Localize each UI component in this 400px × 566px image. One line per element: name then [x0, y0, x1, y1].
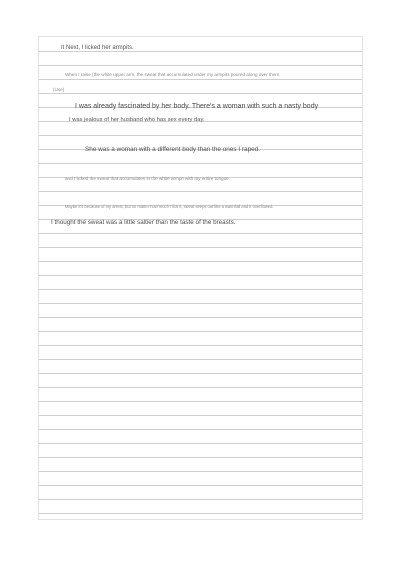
rule-line	[39, 359, 362, 360]
rule-line	[39, 247, 362, 248]
text-line-8: Maybe it's because of my arrest, but no matter how much I lick it, sweat seeps out like a waterfall and it overflowed.	[65, 204, 274, 209]
rule-line	[39, 135, 362, 136]
rule-line	[39, 471, 362, 472]
rule-line	[39, 51, 362, 52]
rule-line	[39, 289, 362, 290]
text-line-7: and I licked the sweat that accumulates in the white armpit with my entire tongue.	[65, 176, 230, 181]
rule-line	[39, 79, 362, 80]
text-line-1: It Next, I licked her armpits.	[61, 45, 134, 51]
rule-line	[39, 373, 362, 374]
rule-line	[39, 401, 362, 402]
text-line-4: I was already fascinated by her body. There's a woman with such a nasty body	[75, 103, 319, 110]
rule-line	[39, 261, 362, 262]
rule-line	[39, 485, 362, 486]
rule-line	[39, 345, 362, 346]
text-line-3: (Use)	[53, 87, 65, 92]
text-line-2: When I raise (the white upper arm, the sweat that accumulated under my armpits poured along over them	[65, 72, 280, 77]
rule-line	[39, 163, 362, 164]
text-line-6: She was a woman with a different body than the ones I raped.	[85, 146, 261, 153]
rule-line	[39, 415, 362, 416]
rule-line	[39, 331, 362, 332]
rule-line	[39, 233, 362, 234]
rule-line	[39, 443, 362, 444]
rule-line	[39, 65, 362, 66]
notebook-page	[38, 36, 363, 520]
rule-line	[39, 499, 362, 500]
rule-line	[39, 317, 362, 318]
rule-line	[39, 429, 362, 430]
text-line-9: I thought the sweat was a little saltier than the taste of the breasts.	[51, 219, 236, 226]
rule-line	[39, 387, 362, 388]
text-line-5: I was jealous of her husband who has sex every day.	[69, 117, 205, 123]
rule-line	[39, 191, 362, 192]
rule-line	[39, 303, 362, 304]
rule-line	[39, 457, 362, 458]
rule-line	[39, 93, 362, 94]
rule-line	[39, 513, 362, 514]
rule-line	[39, 275, 362, 276]
